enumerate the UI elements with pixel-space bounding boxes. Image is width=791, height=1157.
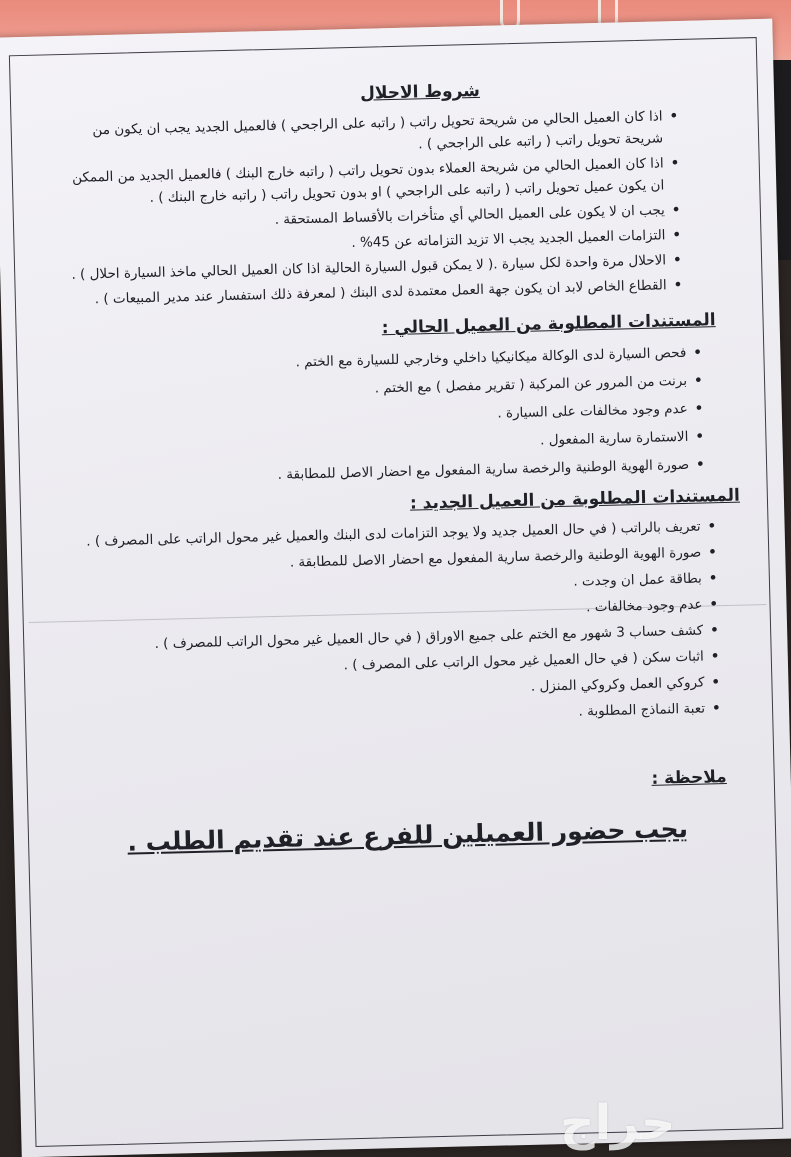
document-paper — [0, 19, 791, 1157]
section-title-replacement-conditions: شروط الاحلال — [359, 80, 481, 104]
list-item: • يجب ان لا يكون على العميل الحالي أي متأخرات بالأقساط المستحقة . — [29, 197, 753, 237]
section-title-new-client-docs: المستندات المطلوبة من العميل الجديد : — [409, 485, 741, 514]
list-item: • تعبة النماذج المطلوبة . — [41, 696, 765, 736]
replacement-conditions-list — [26, 103, 754, 312]
section-title-current-client-docs: المستندات المطلوبة من العميل الحالي : — [381, 310, 716, 339]
list-item: • كروكي العمل وكروكي المنزل . — [40, 670, 764, 710]
list-item: • القطاع الخاص لابد ان يكون جهة العمل معتمدة لدى البنك ( لمعرفة ذلك استفسار عند مدير المبيعات ) . — [31, 272, 755, 312]
list-item: • برنت من المرور عن المركبة ( تقرير مفصل ) مع الختم . — [33, 368, 757, 408]
note-label: ملاحظة : — [651, 767, 727, 789]
list-item: • فحص السيارة لدى الوكالة ميكانيكيا داخلي وخارجي للسيارة مع الختم . — [32, 340, 756, 380]
list-item: • اذا كان العميل الحالي من شريحة تحويل راتب ( راتبه على الراجحي ) فالعميل الجديد يجب ان يكون من شريحة تحويل راتب ( راتبه على الراجحي ) . — [26, 103, 751, 165]
new-client-docs-list — [37, 514, 766, 736]
list-item: • صورة الهوية الوطنية والرخصة سارية المفعول مع احضار الاصل للمطابقة . — [35, 452, 759, 492]
list-item: • الاحلال مرة واحدة لكل سيارة .( لا يمكن قبول السيارة الحالية اذا كان العميل الحالي ماخذ السيارة احلال ) . — [30, 247, 754, 287]
list-item: • اثبات سكن ( في حال العميل غير محول الراتب على المصرف ) . — [40, 644, 764, 684]
note-text: يجب حضور العميلين للفرع عند تقديم الطلب . — [127, 813, 689, 857]
list-item: • التزامات العميل الجديد يجب الا تزيد التزاماته عن 45% . — [29, 222, 753, 262]
list-item: • صورة الهوية الوطنية والرخصة سارية المفعول مع احضار الاصل للمطابقة . — [37, 540, 761, 580]
list-item: • اذا كان العميل الحالي من شريحة العملاء بدون تحويل راتب ( راتبه خارج البنك ) فالعميل الجديد من الممكن ان يكون عميل تحويل راتب ( راتبه على الراجحي ) او بدون تحويل راتب ( راتبه خارج البنك ) . — [28, 150, 753, 212]
current-client-docs-list — [32, 340, 759, 492]
list-item: • عدم وجود مخالفات على السيارة . — [34, 396, 758, 436]
list-item: • كشف حساب 3 شهور مع الختم على جميع الاوراق ( في حال العميل غير محول الراتب للمصرف ) . — [39, 618, 763, 658]
list-item: • تعريف بالراتب ( في حال العميل جديد ولا يوجد التزامات لدى البنك والعميل غير محول الراتب على المصرف ) . — [37, 514, 761, 554]
document-content — [26, 69, 769, 858]
list-item: • بطاقة عمل ان وجدت . — [38, 566, 762, 606]
haraj-watermark-logo: حراج — [560, 1095, 676, 1151]
list-item: • عدم وجود مخالفات . — [38, 592, 762, 632]
list-item: • الاستمارة سارية المفعول . — [34, 424, 758, 464]
